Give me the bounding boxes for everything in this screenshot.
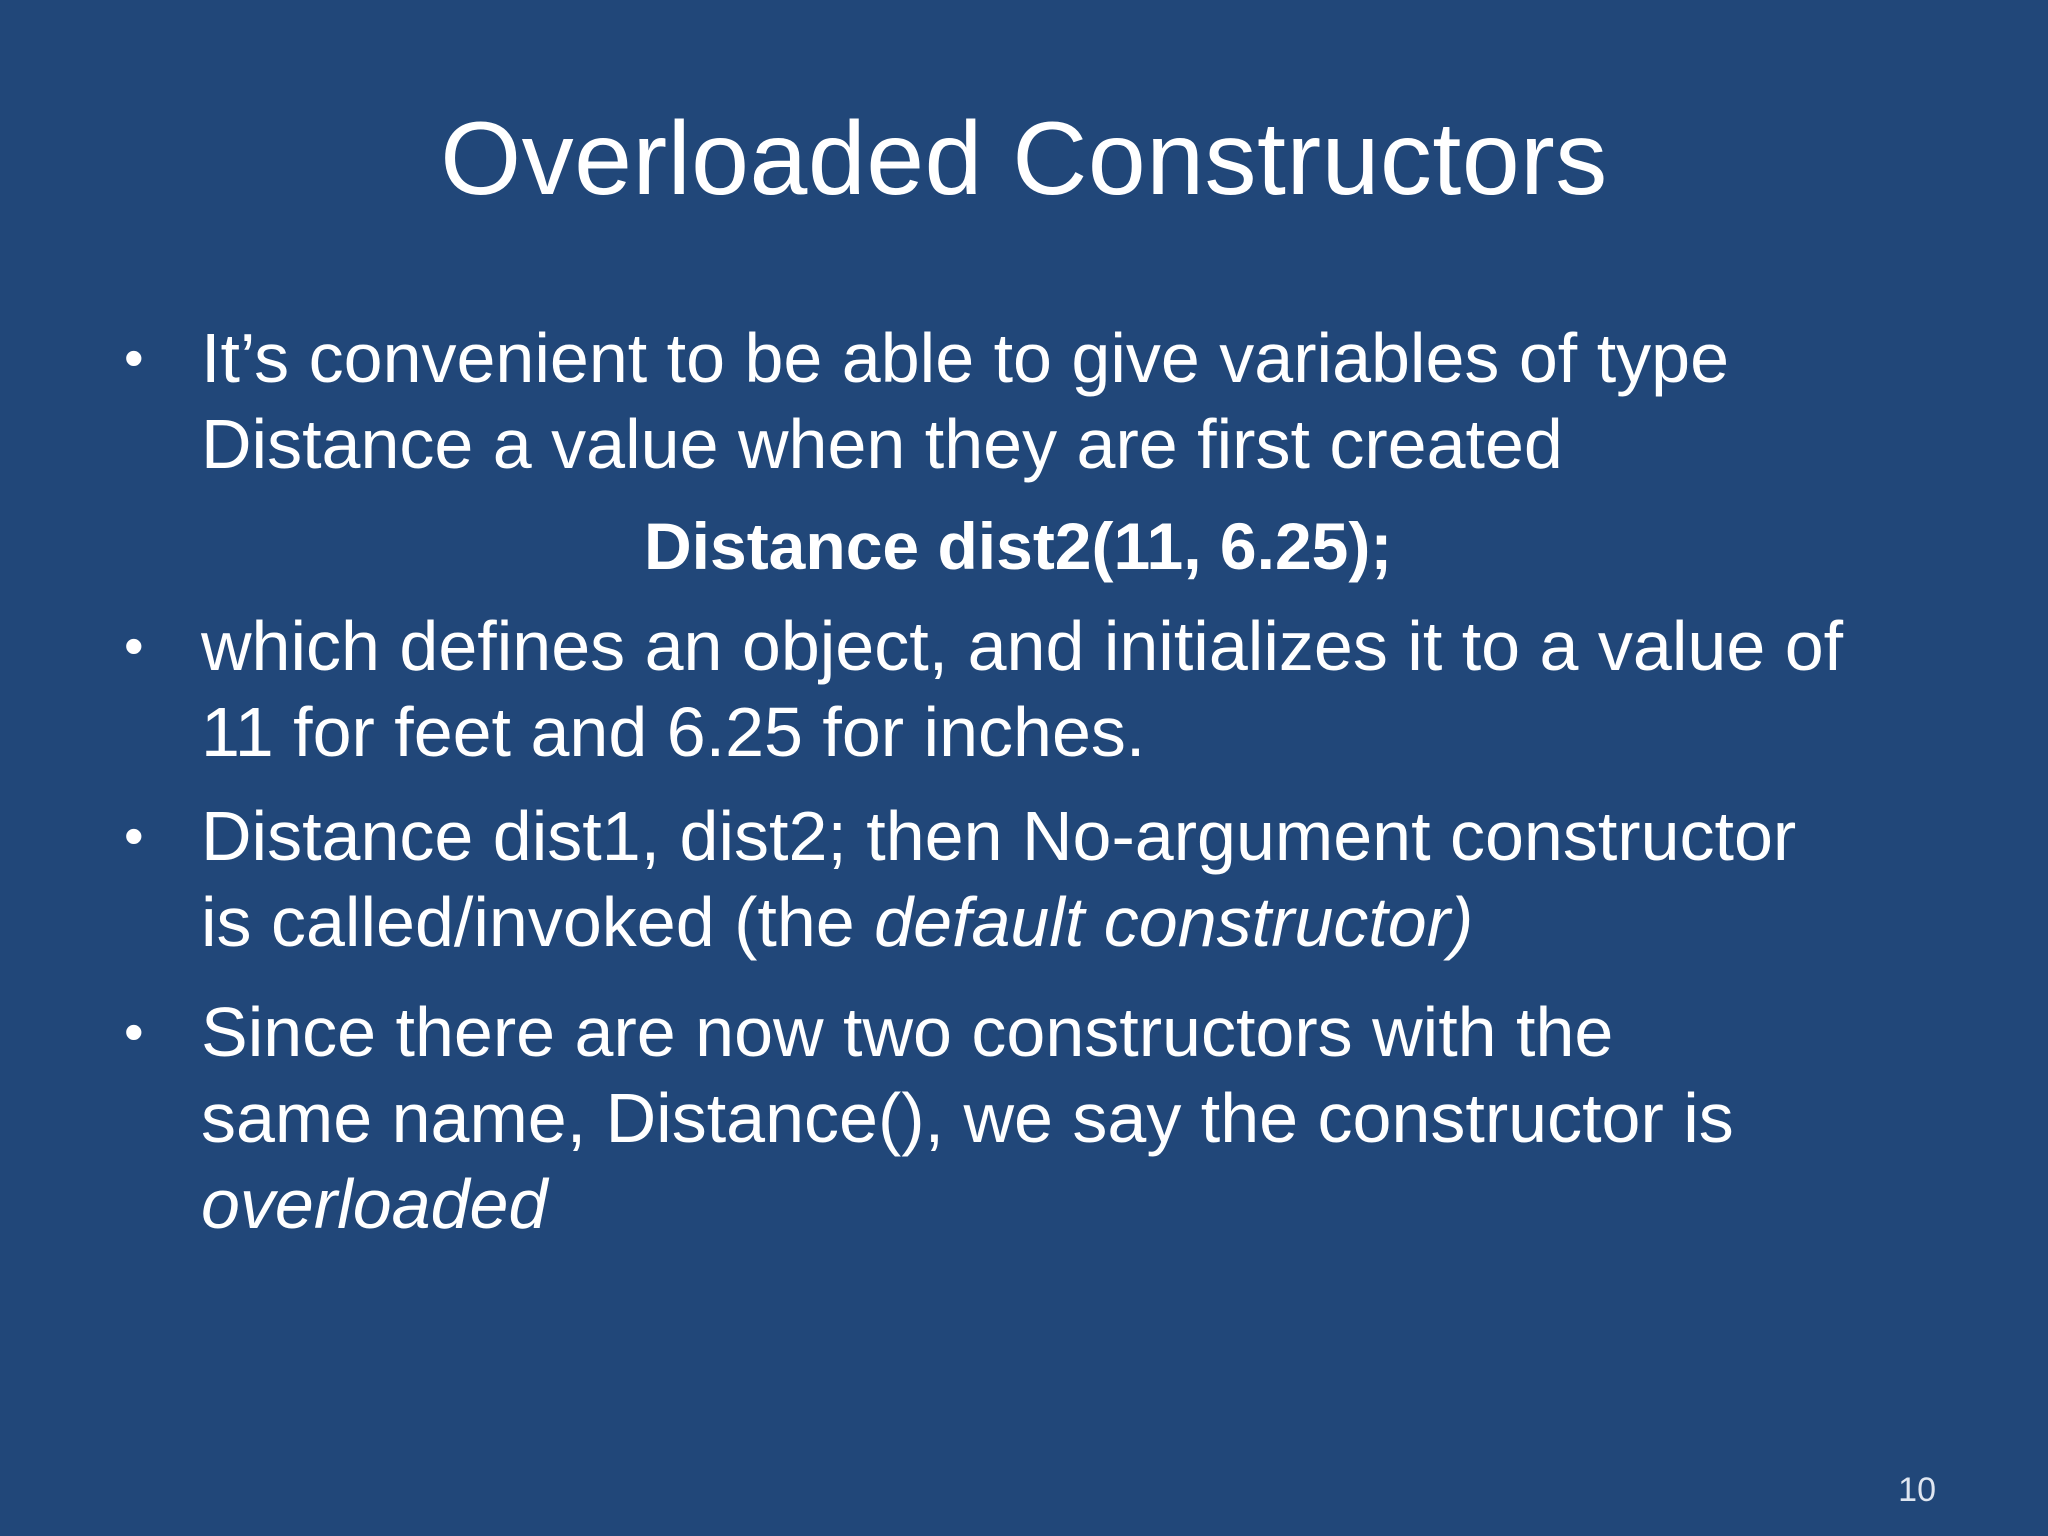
bullet-text — [201, 315, 1970, 487]
bullet-icon: • — [124, 804, 144, 867]
bullet-line: 11 for feet and 6.25 for inches. — [201, 693, 1146, 771]
bullet-line-italic: overloaded — [201, 1165, 548, 1243]
bullet-icon: • — [124, 614, 144, 677]
bullet-line: same name, Distance(), we say the constructor is — [201, 1079, 1734, 1157]
bullet-item — [110, 603, 1970, 775]
page-number: 10 — [1898, 1471, 1936, 1509]
bullet-line: Since there are now two constructors with the — [201, 993, 1614, 1071]
bullet-line: which defines an object, and initializes it to a value of — [201, 607, 1844, 685]
bullet-line — [201, 879, 1970, 965]
bullet-line: Distance dist1, dist2; then No-argument constructor — [201, 797, 1797, 875]
slide-body — [110, 315, 1970, 1247]
bullet-icon: • — [124, 326, 144, 389]
bullet-item — [110, 793, 1970, 965]
bullet-item — [110, 989, 1970, 1247]
bullet-line: Distance a value when they are first created — [201, 405, 1563, 483]
code-example: Distance dist2(11, 6.25); — [644, 509, 1393, 583]
bullet-line-italic: default constructor) — [874, 883, 1474, 961]
bullet-line-normal: is called/invoked (the — [201, 883, 875, 961]
bullet-icon: • — [124, 1000, 144, 1063]
bullet-line: It’s convenient to be able to give variables of type — [201, 319, 1730, 397]
bullet-text — [201, 603, 1970, 775]
slide-title: Overloaded Constructors — [440, 101, 1608, 217]
bullet-item — [110, 315, 1970, 487]
bullet-text — [201, 989, 1970, 1247]
bullet-text — [201, 793, 1970, 965]
